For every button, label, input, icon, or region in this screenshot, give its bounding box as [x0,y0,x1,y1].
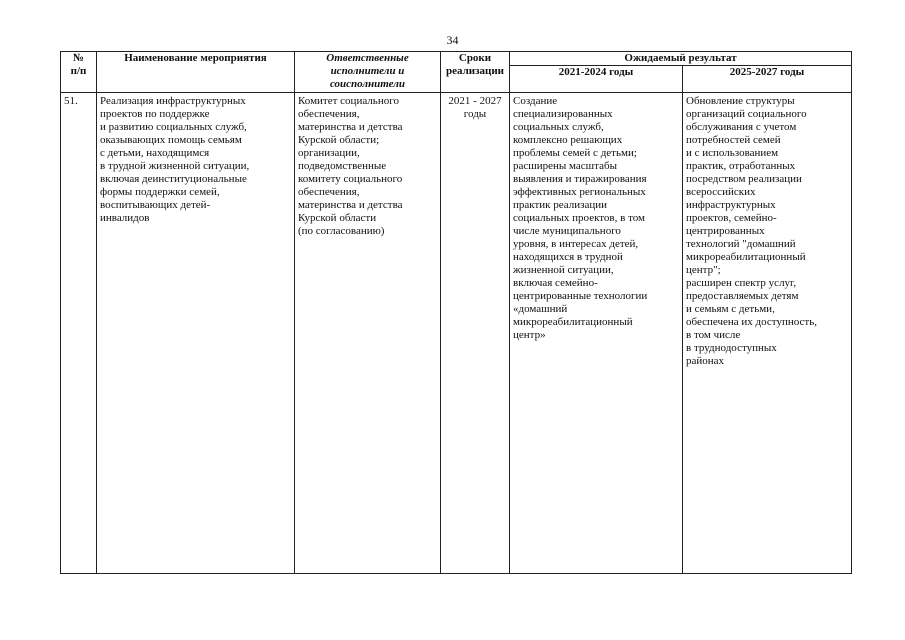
responsible-executors: Комитет социального обеспечения, материнства и детства Курской области; организации, подведомственные комитету социального обеспечения, материнства и детства Курской области (по согласованию) [295,93,441,574]
result-2021-2024: Создание специализированных социальных служб, комплексно решающих проблемы семей с детьми; расширены масштабы выявления и тиражирования эффективных региональных практик реализации социальных проектов, в том числе муниципального уровня, в интересах детей, находящихся в трудной жизненной ситуации, включая семейно- центрированные технологии «домашний микрореабилитационный центр» [510,93,683,574]
row-number: 51. [61,93,97,574]
page-number: 34 [446,33,459,47]
header-dates: Сроки реализации [441,52,510,93]
table-header [61,52,852,93]
header-number: № п/п [61,52,97,93]
header-period-2021-2024: 2021-2024 годы [510,66,683,93]
table-row [61,93,852,574]
header-period-2025-2027: 2025-2027 годы [683,66,852,93]
header-expected-result: Ожидаемый результат [510,52,852,66]
header-responsible: Ответственные исполнители и соисполнители [295,52,441,93]
result-2025-2027: Обновление структуры организаций социального обслуживания с учетом потребностей семей и с использованием практик, отработанных посредством реализации всероссийских инфраструктурных проектов, семейно- центрированных технологий "домашний микрореабилитационный центр"; расширен спектр услуг, предоставляемых детям и семьям с детьми, обеспечена их доступность, в том числе в труднодоступных районах [683,93,852,574]
event-name: Реализация инфраструктурных проектов по поддержке и развитию социальных служб, оказывающих помощь семьям с детьми, находящимся в трудной жизненной ситуации, включая деинституциональные формы поддержки семей, воспитывающих детей- инвалидов [97,93,295,574]
header-event-name: Наименование мероприятия [97,52,295,93]
implementation-dates: 2021 - 2027 годы [441,93,510,574]
events-table [60,51,852,574]
